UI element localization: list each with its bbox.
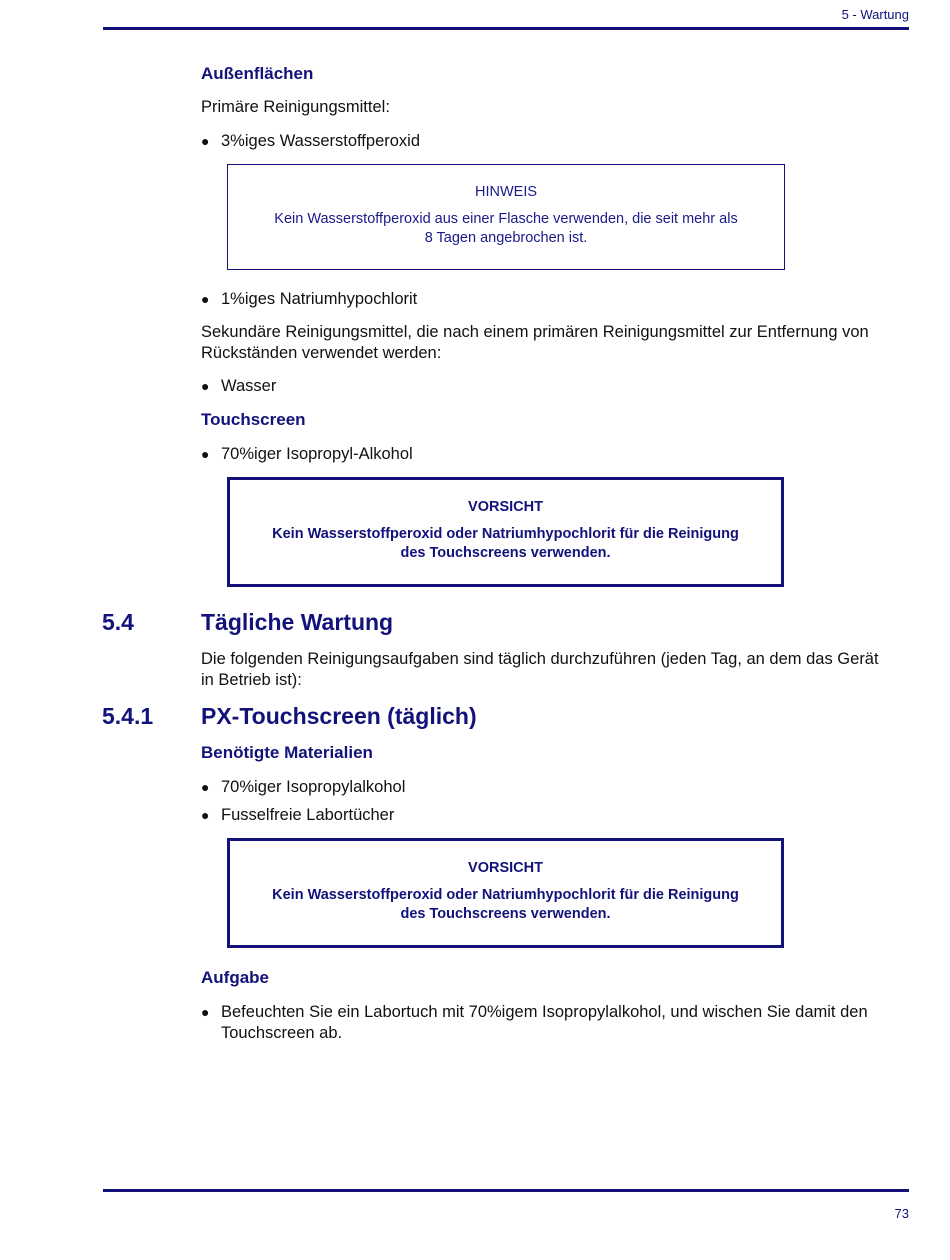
note-box <box>227 164 785 270</box>
bullet-icon: ● <box>201 807 210 823</box>
list-item-text: Befeuchten Sie ein Labortuch mit 70%igem Isopropylalkohol, und wischen Sie damit den <box>221 1003 868 1021</box>
bullet-icon: ● <box>201 133 210 149</box>
bullet-icon: ● <box>201 1004 210 1020</box>
task-heading: Aufgabe <box>201 968 269 987</box>
list-item <box>201 805 395 826</box>
list-item-text: 3%iges Wasserstoffperoxid <box>221 132 421 150</box>
caution-line: des Touchscreens verwenden. <box>400 906 611 922</box>
paragraph-line: Die folgenden Reinigungsaufgaben sind täglich durchzuführen (jeden Tag, an dem das Gerät <box>201 650 879 668</box>
section-title: Tägliche Wartung <box>201 609 394 635</box>
bullet-icon: ● <box>201 446 210 462</box>
list-item <box>201 444 413 465</box>
note-line: Kein Wasserstoffperoxid aus einer Flasche verwenden, die seit mehr als <box>274 211 738 227</box>
paragraph-line: Sekundäre Reinigungsmittel, die nach einem primären Reinigungsmittel zur Entfernung von <box>201 323 869 341</box>
caution-line: Kein Wasserstoffperoxid oder Natriumhypochlorit für die Reinigung <box>272 887 739 903</box>
list-item-text: 70%iger Isopropylalkohol <box>221 778 406 796</box>
list-item <box>201 131 421 152</box>
list-item-text: 70%iger Isopropyl-Alkohol <box>221 445 413 463</box>
caution-body <box>230 886 781 924</box>
caution-box <box>227 838 784 948</box>
subsection-title: PX-Touchscreen (täglich) <box>201 703 477 729</box>
list-item-text: 1%iges Natriumhypochlorit <box>221 290 418 308</box>
bullet-icon: ● <box>201 779 210 795</box>
paragraph-line: Rückständen verwendet werden: <box>201 344 442 362</box>
footer-rule <box>103 1189 909 1192</box>
touchscreen-heading: Touchscreen <box>201 410 306 429</box>
caution-line: Kein Wasserstoffperoxid oder Natriumhypochlorit für die Reinigung <box>272 526 739 542</box>
caution-title: VORSICHT <box>468 499 543 515</box>
running-header: 5 - Wartung <box>841 7 909 22</box>
caution-box <box>227 477 784 587</box>
paragraph-line: in Betrieb ist): <box>201 671 302 689</box>
list-item <box>201 1002 911 1044</box>
bullet-icon: ● <box>201 378 210 394</box>
caution-line: des Touchscreens verwenden. <box>400 545 611 561</box>
materials-heading: Benötigte Materialien <box>201 743 373 762</box>
note-body <box>228 210 784 248</box>
list-item-text: Fusselfreie Labortücher <box>221 806 395 824</box>
bullet-icon: ● <box>201 291 210 307</box>
list-item-text: Wasser <box>221 377 277 395</box>
page-number: 73 <box>894 1206 909 1221</box>
list-item <box>201 376 277 397</box>
exterior-heading: Außenflächen <box>201 64 314 83</box>
note-title: HINWEIS <box>474 184 538 200</box>
list-item-text: Touchscreen ab. <box>221 1024 343 1042</box>
section-intro <box>201 649 906 691</box>
section-number: 5.4 <box>102 609 134 635</box>
list-item <box>201 777 406 798</box>
list-item <box>201 289 418 310</box>
subsection-number: 5.4.1 <box>102 703 154 729</box>
secondary-cleaners-paragraph <box>201 322 901 364</box>
caution-title: VORSICHT <box>468 860 543 876</box>
header-rule <box>103 27 909 30</box>
primary-cleaners-label: Primäre Reinigungsmittel: <box>201 98 390 116</box>
note-line: 8 Tagen angebrochen ist. <box>424 230 588 246</box>
caution-body <box>230 525 781 563</box>
